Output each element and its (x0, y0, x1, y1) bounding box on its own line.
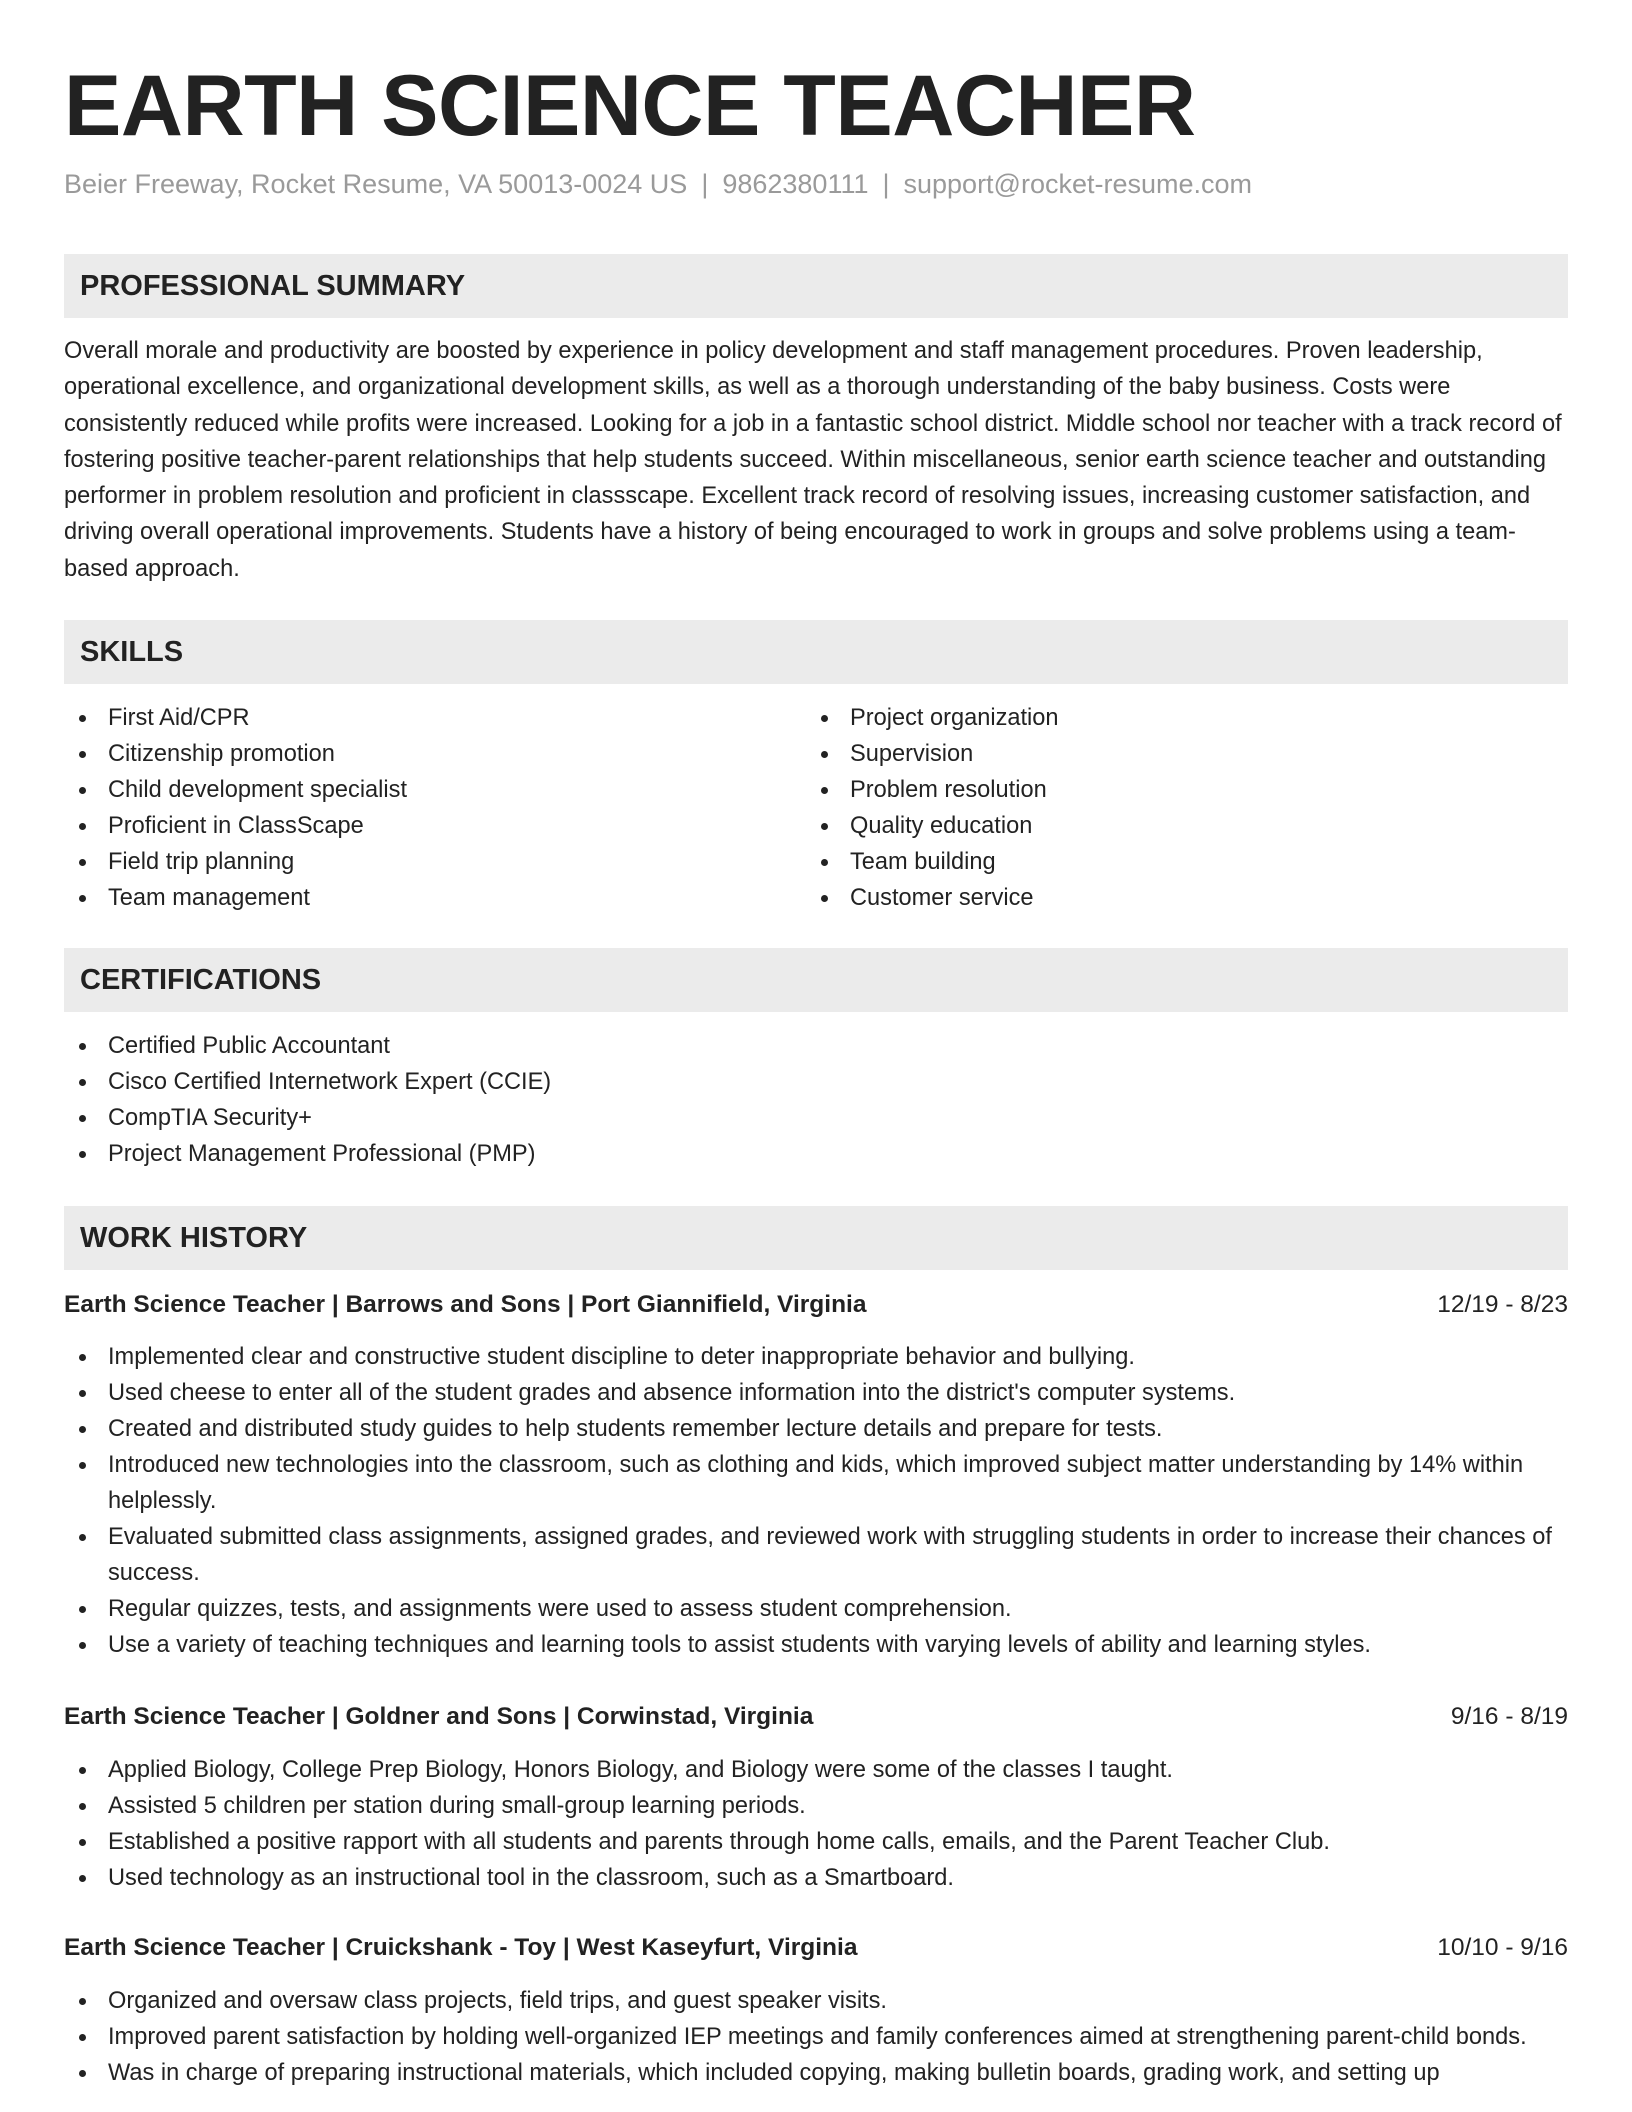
skill-item: Team building (806, 844, 1546, 880)
job-header (64, 1929, 1568, 1967)
contact-separator: | (701, 169, 709, 199)
certifications-section-header (64, 948, 1568, 1012)
contact-email[interactable]: support@rocket-resume.com (903, 169, 1253, 199)
job-duty-item: Improved parent satisfaction by holding well-organized IEP meetings and family conferences aimed at strengthening parent-child bonds. (64, 2019, 1568, 2055)
summary-section-title: PROFESSIONAL SUMMARY (80, 270, 466, 302)
job-dates: 9/16 - 8/19 (1450, 1703, 1568, 1730)
skill-item: Project organization (806, 700, 1546, 736)
contact-phone[interactable]: 9862380111 (722, 169, 869, 199)
summary-text: Overall morale and productivity are boosted by experience in policy development and staff management procedures. Proven leadership, operational excellence, and organizational development skills, as well as a thorough understanding of the baby business. Costs were consistently reduced while profits were increased. Looking for a job in a fantastic school district. Middle school nor teacher with a track record of fostering positive teacher-parent relationships that help students succeed. Within miscellaneous, senior earth science teacher and outstanding performer in problem resolution and proficient in classscape. Excellent track record of resolving issues, increasing customer satisfaction, and driving overall operational improvements. Students have a history of being encouraged to work in groups and solve problems using a team-based approach. (64, 338, 1562, 582)
job-duty-item: Organized and oversaw class projects, field trips, and guest speaker visits. (64, 1983, 1568, 2019)
skill-item: Citizenship promotion (64, 736, 804, 772)
work-history-section-header (64, 1206, 1568, 1270)
resume-name: EARTH SCIENCE TEACHER (64, 58, 1196, 154)
contact-separator: | (882, 169, 890, 199)
skills-list-left (64, 700, 804, 916)
job-duty-item: Used technology as an instructional tool in the classroom, such as a Smartboard. (64, 1860, 1568, 1896)
contact-address: Beier Freeway, Rocket Resume, VA 50013-0024 US (64, 169, 688, 199)
job-title: Earth Science Teacher | Cruickshank - Toy | West Kaseyfurt, Virginia (64, 1934, 858, 1961)
skills-section-header (64, 620, 1568, 684)
certification-item: CompTIA Security+ (64, 1100, 1568, 1136)
job-duties-list (64, 1983, 1568, 2091)
job-header (64, 1286, 1568, 1324)
certification-item: Project Management Professional (PMP) (64, 1136, 1568, 1172)
skills-section-title: SKILLS (80, 636, 184, 668)
job-header (64, 1698, 1568, 1736)
skills-list-right (806, 700, 1546, 916)
certifications-list (64, 1028, 1568, 1172)
job-title: Earth Science Teacher | Barrows and Sons | Port Giannifield, Virginia (64, 1291, 867, 1318)
job-duty-item: Implemented clear and constructive student discipline to deter inappropriate behavior and bullying. (64, 1339, 1568, 1375)
skill-item: Proficient in ClassScape (64, 808, 804, 844)
job-duty-item: Used cheese to enter all of the student grades and absence information into the district's computer systems. (64, 1375, 1568, 1411)
job-duty-item: Regular quizzes, tests, and assignments were used to assess student comprehension. (64, 1591, 1568, 1627)
job-dates: 10/10 - 9/16 (1437, 1934, 1568, 1961)
job-duties-list (64, 1339, 1568, 1663)
certification-item: Certified Public Accountant (64, 1028, 1568, 1064)
job-title: Earth Science Teacher | Goldner and Sons | Corwinstad, Virginia (64, 1703, 814, 1730)
job-duties-list (64, 1752, 1568, 1896)
work-history-section-title: WORK HISTORY (80, 1222, 308, 1254)
skill-item: First Aid/CPR (64, 700, 804, 736)
skill-item: Customer service (806, 880, 1546, 916)
job-duty-item: Assisted 5 children per station during small-group learning periods. (64, 1788, 1568, 1824)
contact-line (64, 164, 1252, 204)
job-duty-item: Use a variety of teaching techniques and learning tools to assist students with varying levels of ability and learning styles. (64, 1627, 1568, 1663)
summary-section-header (64, 254, 1568, 318)
skill-item: Field trip planning (64, 844, 804, 880)
job-duty-item: Created and distributed study guides to help students remember lecture details and prepare for tests. (64, 1411, 1568, 1447)
job-duty-item: Was in charge of preparing instructional materials, which included copying, making bulletin boards, grading work, and setting up (64, 2055, 1568, 2091)
skill-item: Supervision (806, 736, 1546, 772)
job-duty-item: Evaluated submitted class assignments, assigned grades, and reviewed work with struggling students in order to increase their chances of success. (64, 1519, 1568, 1591)
certification-item: Cisco Certified Internetwork Expert (CCIE) (64, 1064, 1568, 1100)
skill-item: Problem resolution (806, 772, 1546, 808)
skill-item: Child development specialist (64, 772, 804, 808)
job-duty-item: Introduced new technologies into the classroom, such as clothing and kids, which improved subject matter understanding by 14% within helplessly. (64, 1447, 1568, 1519)
job-duty-item: Applied Biology, College Prep Biology, Honors Biology, and Biology were some of the classes I taught. (64, 1752, 1568, 1788)
job-duty-item: Established a positive rapport with all students and parents through home calls, emails, and the Parent Teacher Club. (64, 1824, 1568, 1860)
job-dates: 12/19 - 8/23 (1437, 1291, 1568, 1318)
skill-item: Team management (64, 880, 804, 916)
certifications-section-title: CERTIFICATIONS (80, 964, 322, 996)
skill-item: Quality education (806, 808, 1546, 844)
